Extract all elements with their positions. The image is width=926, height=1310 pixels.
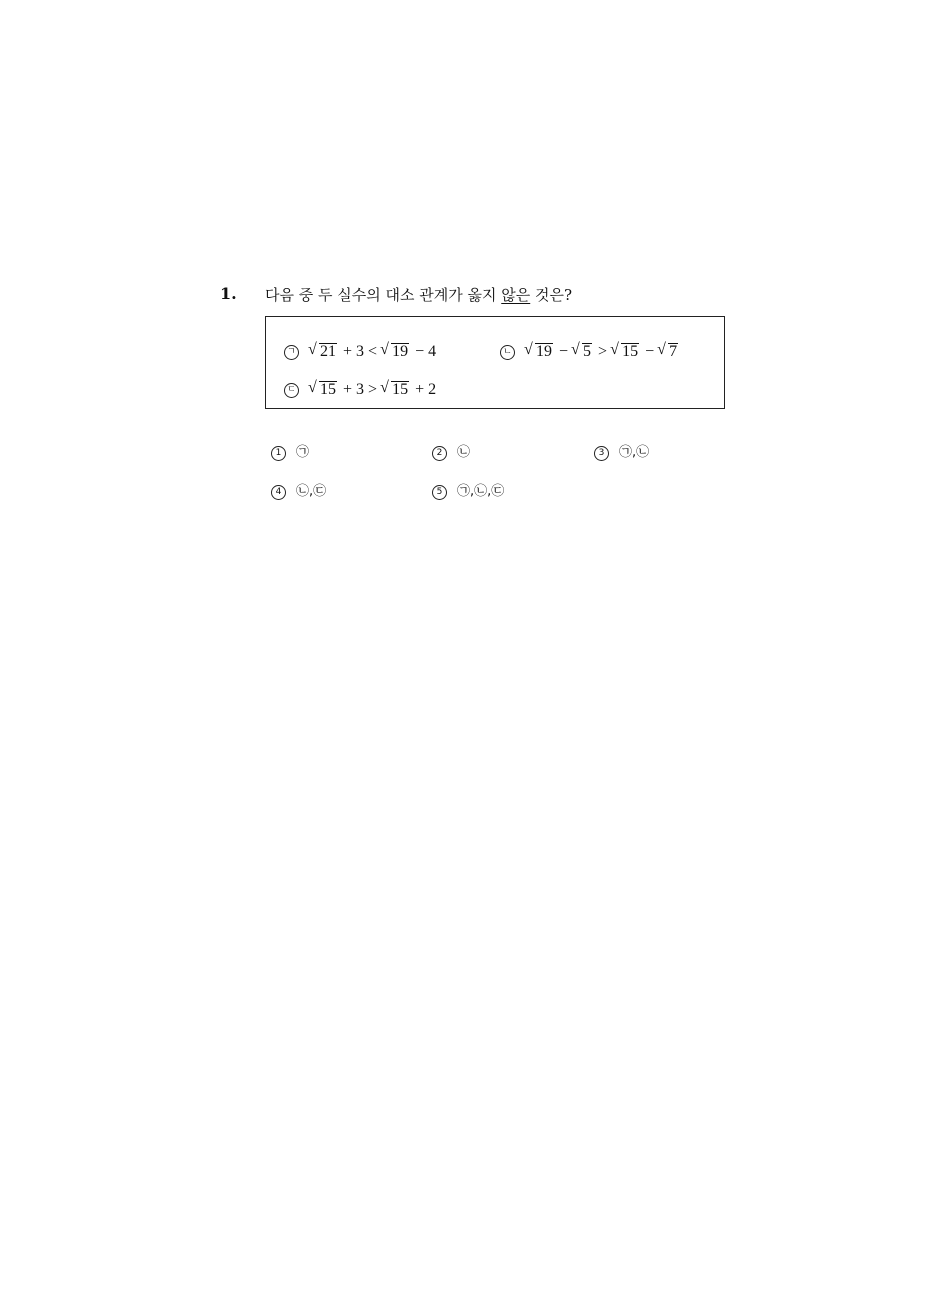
choice-value: ㉠,㉡,㉢ [457,484,505,499]
radicand: 7 [669,343,678,360]
sqrt-symbol [658,342,678,362]
sqrt-symbol [572,342,592,362]
choice-4[interactable] [271,482,326,502]
choice-number: 5 [432,485,447,500]
number: 4 [428,343,437,360]
choice-3[interactable] [594,443,649,463]
box-item-label: ㄱ [284,345,299,360]
choice-value: ㉠ [296,445,310,460]
number: 3 [356,381,365,398]
relation: > [368,381,378,398]
sqrt-symbol [611,342,639,362]
radicand: 5 [583,343,592,360]
radicand: 21 [320,343,336,360]
box-item-expression [525,342,680,362]
operator: − [559,343,569,360]
box-item-label: ㄴ [500,345,515,360]
radicand: 15 [622,343,639,360]
sqrt-symbol [525,342,553,362]
sqrt-symbol [309,342,337,362]
operator: − [415,343,425,360]
choice-5[interactable] [432,482,504,502]
question-text [265,285,572,305]
choice-number: 3 [594,446,609,461]
choice-number: 2 [432,446,447,461]
operator: + [343,381,353,398]
operator: + [415,381,425,398]
sqrt-symbol [381,342,409,362]
choice-value: ㉡ [457,445,471,460]
choice-number: 1 [271,446,286,461]
box-item-b [500,342,680,362]
choice-number: 4 [271,485,286,500]
box-item-expression [309,380,436,400]
radicand: 15 [392,381,409,398]
relation: > [598,343,608,360]
question-text-before: 다음 중 두 실수의 대소 관계가 옳지 [265,286,502,304]
radicand: 19 [536,343,552,360]
question-text-after: 것은? [530,286,573,304]
box-item-a [284,342,436,362]
choice-1[interactable] [271,443,309,463]
choice-2[interactable] [432,443,470,463]
radicand: 15 [320,381,336,398]
number: 2 [428,381,437,398]
question-number: 1. [220,284,237,303]
operator: + [343,343,353,360]
operator: − [645,343,655,360]
sqrt-symbol [381,380,409,400]
choice-value: ㉡,㉢ [296,484,327,499]
sqrt-symbol [309,380,337,400]
relation: < [368,343,378,360]
choice-value: ㉠,㉡ [619,445,650,460]
box-item-c [284,380,436,400]
radicand: 19 [392,343,409,360]
question-text-underlined: 않은 [501,286,531,304]
box-item-expression [309,342,436,362]
number: 3 [356,343,365,360]
box-item-label: ㄷ [284,383,299,398]
